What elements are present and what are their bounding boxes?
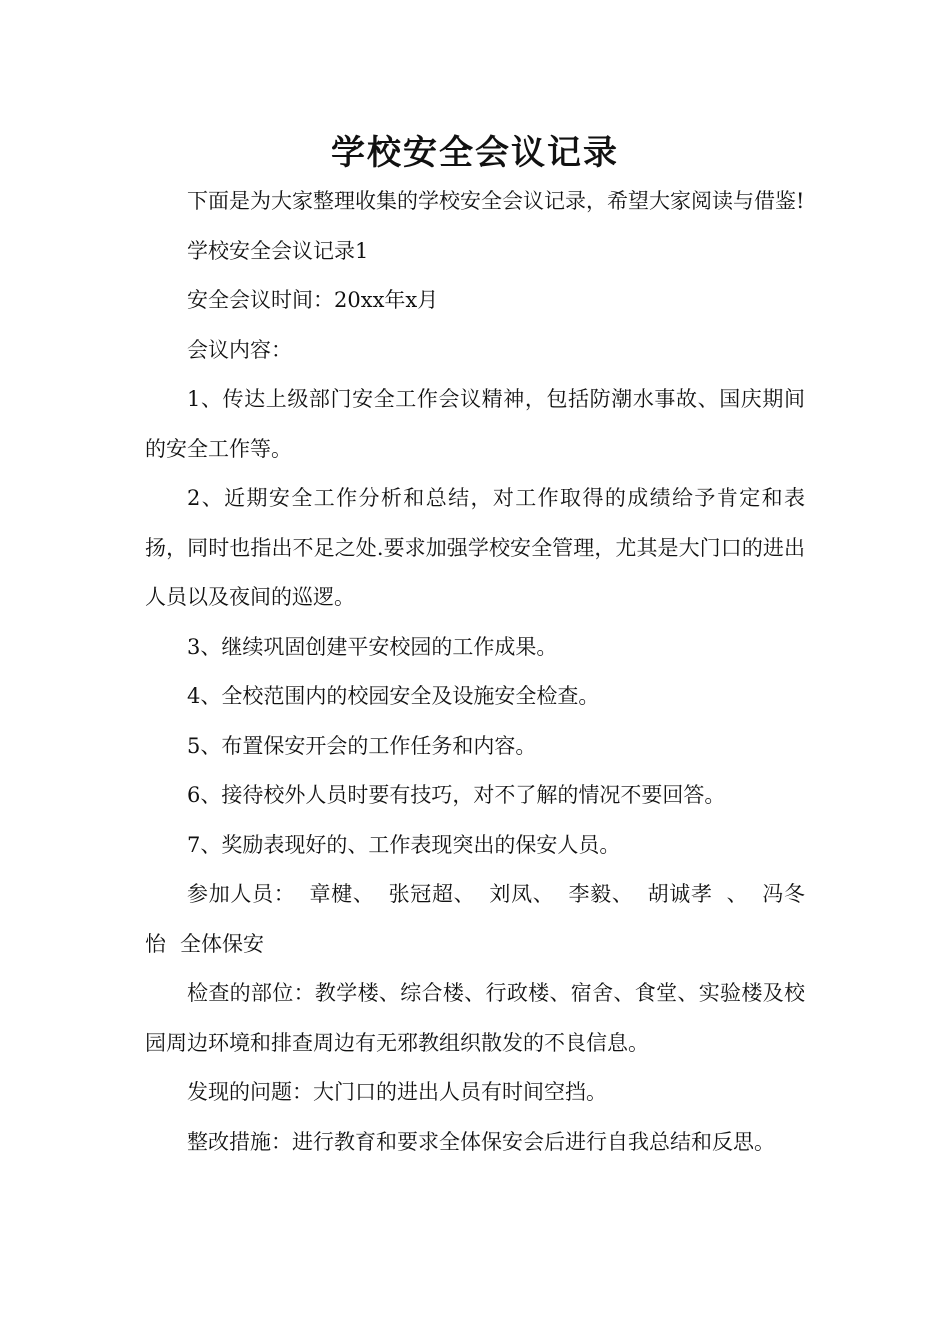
document-title: 学校安全会议记录 bbox=[331, 133, 619, 173]
problems-paragraph: 发现的问题：大门口的进出人员有时间空挡。 bbox=[187, 1080, 607, 1104]
content-item-2: 2、近期安全工作分析和总结，对工作取得的成绩给予肯定和表扬，同时也指出不足之处.要求加强学校安全管理，尤其是大门口的进出人员以及夜间的巡逻。 bbox=[145, 486, 805, 609]
attendee-name: 冯冬怡 bbox=[145, 882, 806, 956]
attendees-label: 参加人员： bbox=[187, 882, 296, 906]
attendee-separator: 、 bbox=[726, 882, 749, 906]
attendee-name: 张冠超、 bbox=[388, 882, 476, 906]
section-heading: 学校安全会议记录1 bbox=[187, 238, 369, 263]
attendee-name: 刘凤、 bbox=[489, 882, 555, 906]
inspection-paragraph: 检查的部位：教学楼、综合楼、行政楼、宿舍、食堂、实验楼及校园周边环境和排查周边有无邪教组织散发的不良信息。 bbox=[145, 981, 805, 1055]
attendee-name: 章楗、 bbox=[309, 882, 375, 906]
attendees-paragraph bbox=[145, 870, 805, 969]
meeting-time: 安全会议时间：20xx年x月 bbox=[187, 288, 439, 312]
content-item-5: 5、布置保安开会的工作任务和内容。 bbox=[187, 733, 537, 758]
attendee-name: 李毅、 bbox=[568, 882, 634, 906]
rectification-paragraph: 整改措施：进行教育和要求全体保安会后进行自我总结和反思。 bbox=[187, 1129, 775, 1154]
document-body bbox=[145, 177, 805, 1167]
attendee-group: 全体保安 bbox=[180, 931, 264, 956]
content-item-3: 3、继续巩固创建平安校园的工作成果。 bbox=[187, 634, 558, 659]
content-item-7: 7、奖励表现好的、工作表现突出的保安人员。 bbox=[187, 832, 621, 857]
intro-paragraph: 下面是为大家整理收集的学校安全会议记录，希望大家阅读与借鉴! bbox=[187, 189, 805, 213]
content-item-6: 6、接待校外人员时要有技巧，对不了解的情况不要回答。 bbox=[187, 783, 726, 807]
content-item-4: 4、全校范围内的校园安全及设施安全检查。 bbox=[187, 684, 600, 708]
attendee-name: 胡诚孝 bbox=[647, 882, 713, 906]
content-label: 会议内容： bbox=[187, 337, 292, 362]
content-item-1: 1、传达上级部门安全工作会议精神，包括防潮水事故、国庆期间的安全工作等。 bbox=[145, 387, 805, 461]
